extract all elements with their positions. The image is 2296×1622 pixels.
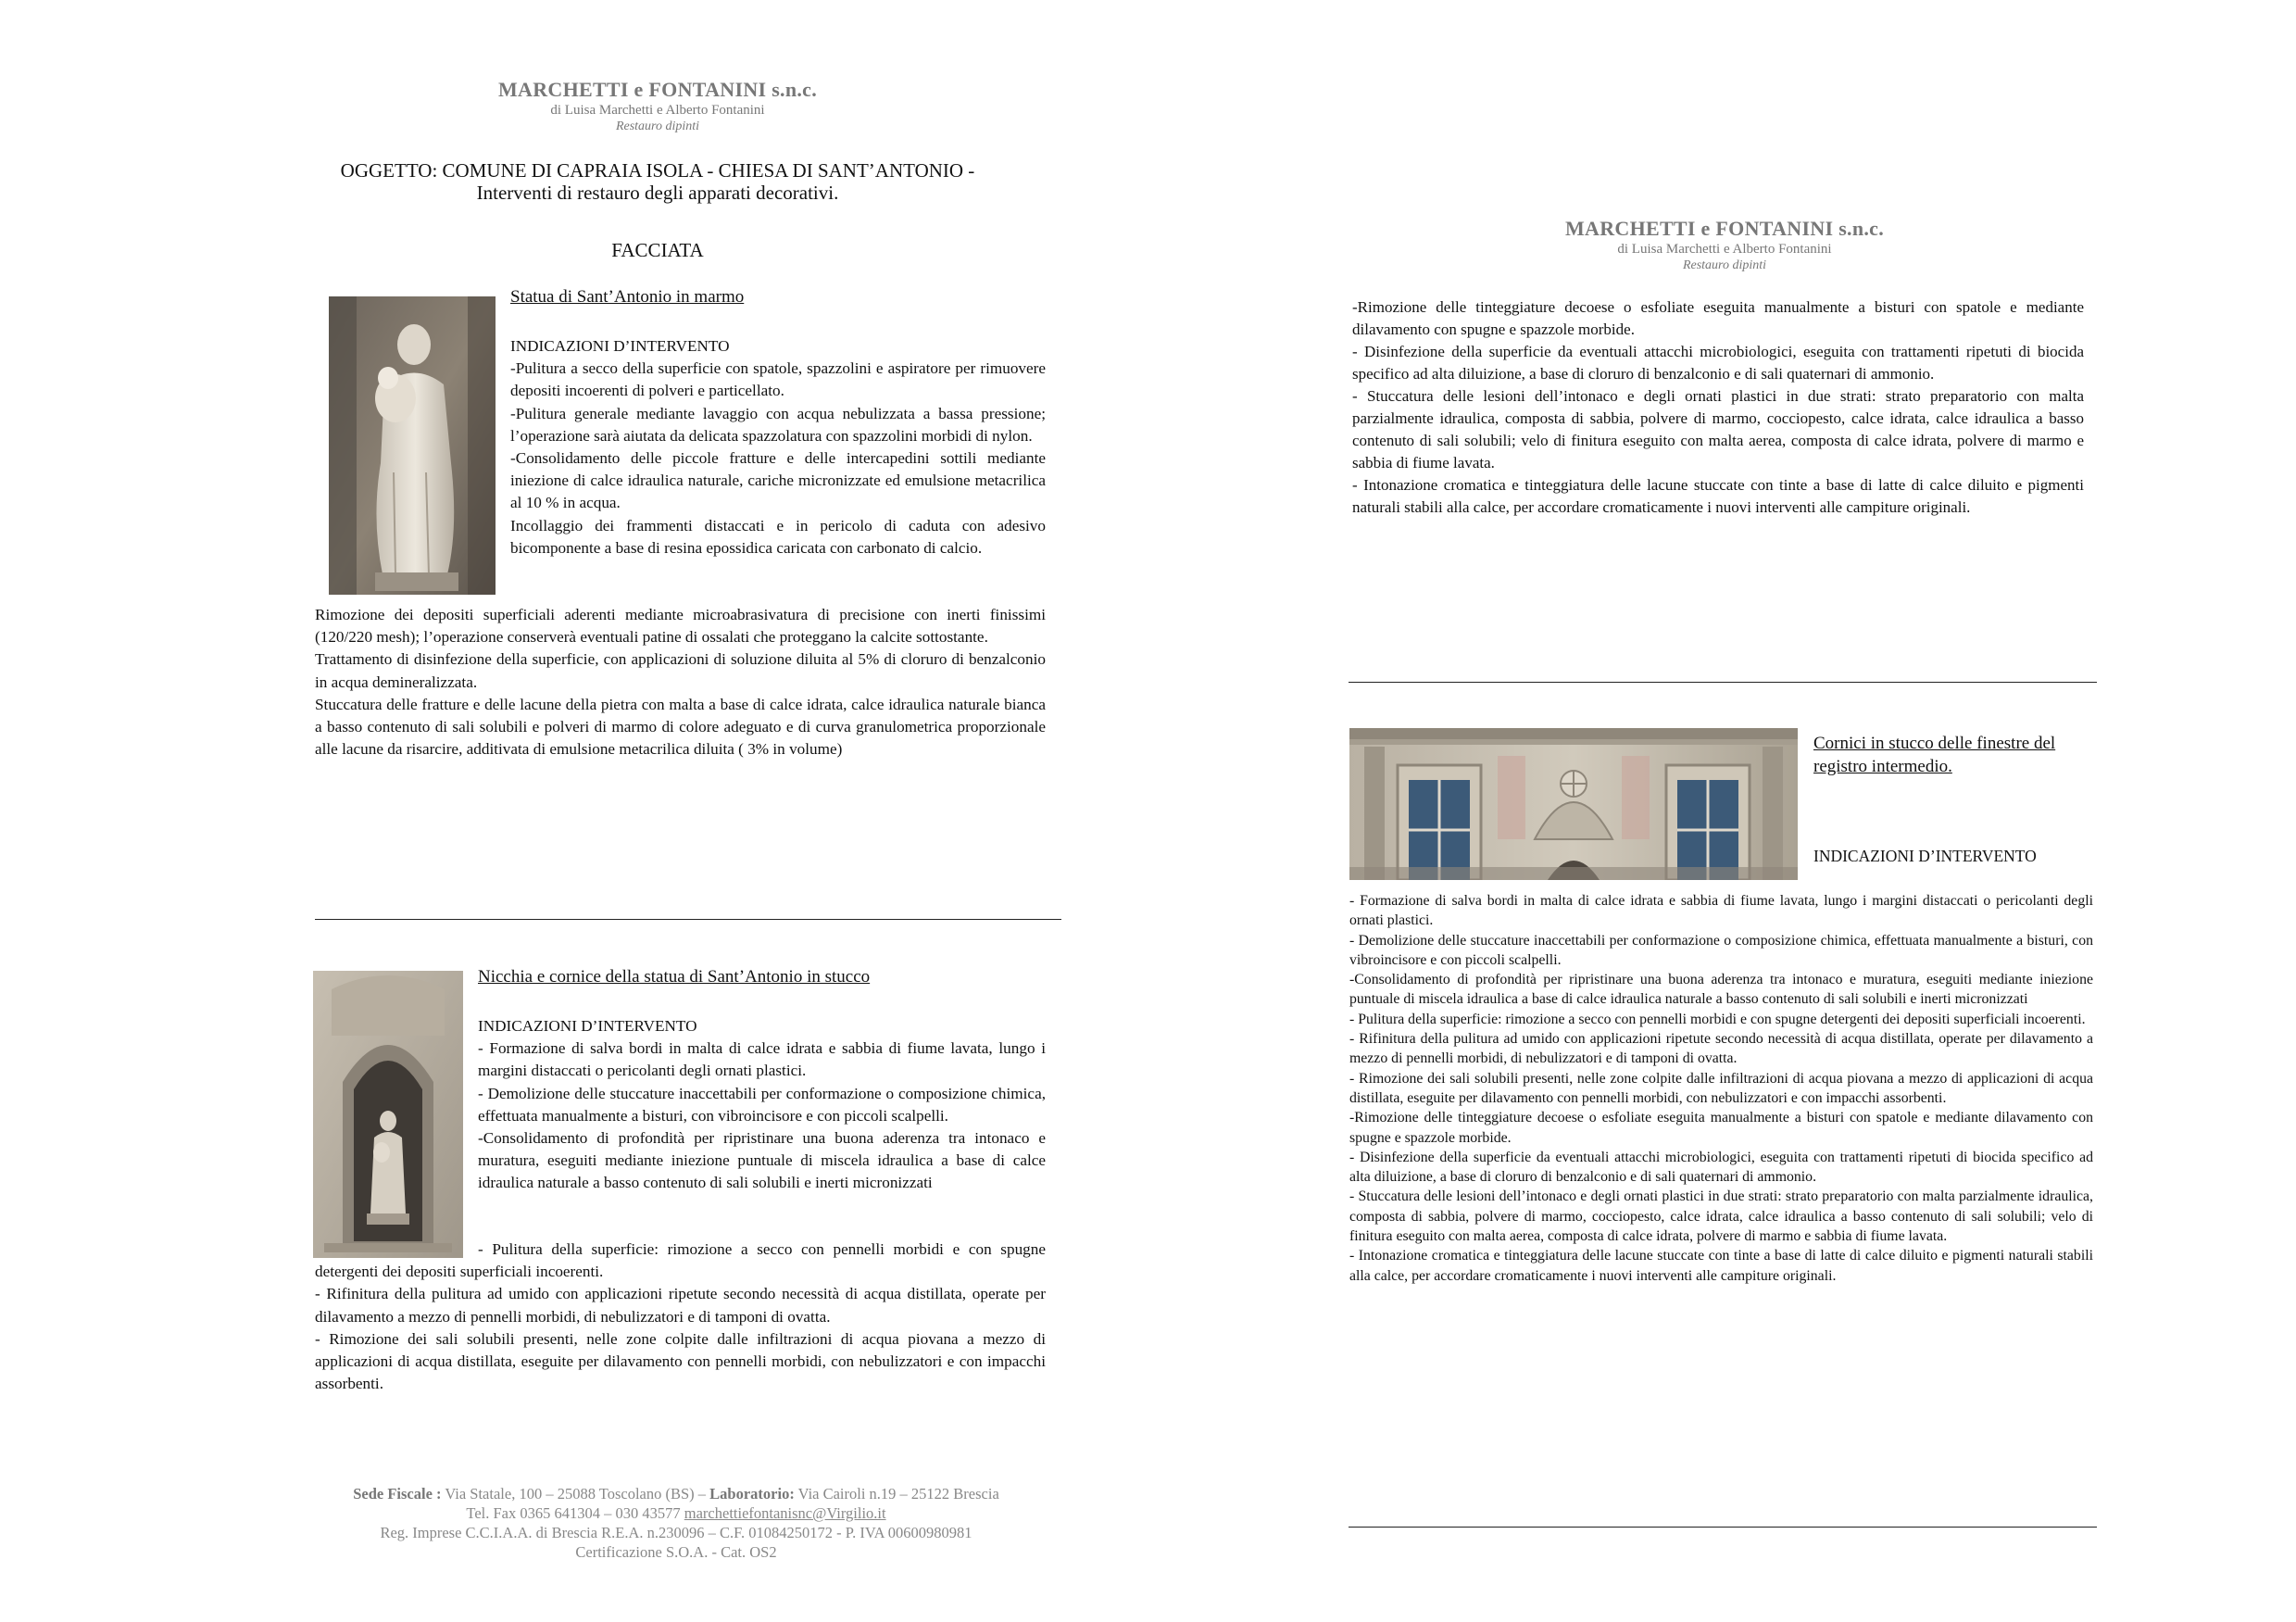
niche-paragraph: - Demolizione delle stuccature inaccettabili per conformazione o composizione chimica, effettuata manualmente a bisturi, con vibroincisore e con piccoli scalpelli.: [478, 1084, 1046, 1125]
section-title: FACCIATA: [611, 239, 704, 261]
firm-role: Restauro dipinti: [1682, 258, 1767, 272]
cornici-paragraph: - Pulitura della superficie: rimozione a secco con pennelli morbidi e con spugne detergenti dei depositi superficiali incoerenti.: [1349, 1011, 2086, 1027]
subject-line-1: OGGETTO: COMUNE DI CAPRAIA ISOLA - CHIESA DI SANT’ANTONIO -: [340, 159, 975, 182]
firm-owners: di Luisa Marchetti e Alberto Fontanini: [550, 103, 765, 118]
niche-heading: INDICAZIONI D’INTERVENTO: [478, 1017, 697, 1035]
statue-full-text: [315, 604, 1046, 761]
footer-cert: Certificazione S.O.A. - Cat. OS2: [575, 1543, 777, 1561]
right-top-text: [1352, 296, 2084, 519]
niche-paragraph: -Consolidamento di profondità per ripristinare una buona aderenza tra intonaco e muratura, eseguiti mediante iniezione puntuale di miscela idraulica a base di calce idraulica naturale a basso contenuto di sali solubili e inerti micronizzati: [478, 1129, 1046, 1192]
footer-line-2: [269, 1503, 1084, 1523]
firm-role: Restauro dipinti: [615, 119, 700, 133]
firm-owners: di Luisa Marchetti e Alberto Fontanini: [1617, 242, 1832, 257]
letterhead-left: [426, 78, 889, 135]
right-paragraph: - Intonazione cromatica e tinteggiatura delle lacune stuccate con tinte a base di latte di calce diluito e pigmenti naturali stabili alla calce, per accordare cromaticamente i nuovi interventi alle campiture originali.: [1352, 476, 2084, 516]
niche-photo: [313, 971, 463, 1258]
cornici-text: [1349, 891, 2093, 1286]
niche-paragraph: - Rimozione dei sali solubili presenti, nelle zone colpite dalle infiltrazioni di acqua piovana a mezzo di applicazioni di acqua distillata, eseguite per dilavamento con pennelli morbidi, con nebulizzatori e con impacchi assorbenti.: [315, 1329, 1046, 1393]
cornici-title-text: Cornici in stucco delle finestre del registro intermedio.: [1813, 734, 2056, 776]
right-paragraph: -Rimozione delle tinteggiature decoese o esfoliate eseguita manualmente a bisturi con spatole e mediante dilavamento con spugne e spazzole morbide.: [1352, 298, 2084, 338]
statue-heading: INDICAZIONI D’INTERVENTO: [510, 337, 730, 355]
statue-paragraph: Trattamento di disinfezione della superficie, con applicazioni di soluzione diluita al 5% di cloruro di benzalconio in acqua demineralizzata.: [315, 650, 1046, 691]
divider-right-bottom: [1349, 1527, 2097, 1528]
footer-email-link[interactable]: marchettiefontanisnc@Virgilio.it: [684, 1504, 886, 1522]
niche-paragraph: - Pulitura della superficie: rimozione a secco con pennelli morbidi e con spugne detergenti dei depositi superficiali incoerenti.: [315, 1240, 1046, 1281]
footer-line-1: [269, 1484, 1084, 1503]
footer: [269, 1484, 1084, 1562]
divider-left: [315, 919, 1061, 920]
firm-name: MARCHETTI e FONTANINI s.n.c.: [497, 78, 818, 101]
statue-paragraph: Incollaggio dei frammenti distaccati e in pericolo di caduta con adesivo bicomponente a base di resina epossidica caricata con carbonato di calcio.: [510, 516, 1046, 557]
cornici-paragraph: - Formazione di salva bordi in malta di calce idrata e sabbia di fiume lavata, lungo i margini distaccati o pericolanti degli ornati plastici.: [1349, 893, 2093, 929]
statue-paragraph: -Consolidamento delle piccole fratture e delle intercapedini sottili mediante iniezione di calce idraulica naturale, cariche micronizzate ed emulsione metacrilica al 10 % in acqua.: [510, 449, 1046, 512]
facade-photo: [1349, 728, 1798, 880]
firm-name: MARCHETTI e FONTANINI s.n.c.: [1564, 217, 1885, 240]
statue-paragraph: Stuccatura delle fratture e delle lacune della pietra con malta a base di calce idrata, calce idraulica naturale bianca a basso contenuto di sali solubili e polveri di marmo di colore adeguato e di curva granulometrica proporzionale alle lacune da risarcire, additivata di emulsione metacrilica diluita ( 3% in volume): [315, 695, 1046, 759]
niche-photo-graphic: [313, 971, 463, 1258]
niche-paragraph: - Rifinitura della pulitura ad umido con applicazioni ripetute secondo necessità di acqua distillata, operate per dilavamento a mezzo di pennelli morbidi, di nebulizzatori e di tamponi di ovatta.: [315, 1285, 1046, 1326]
statue-photo: [329, 296, 496, 595]
niche-title: [478, 967, 870, 987]
statue-paragraph: -Pulitura generale mediante lavaggio con acqua nebulizzata a bassa pressione; l’operazione sarà aiutata da delicata spazzolatura con spazzolini morbidi di nylon.: [510, 404, 1046, 445]
footer-label-lab: Laboratorio:: [709, 1485, 795, 1503]
cornici-paragraph: - Demolizione delle stuccature inaccettabili per conformazione o composizione chimica, effettuata manualmente a bisturi, con vibroincisore e con piccoli scalpelli.: [1349, 932, 2093, 968]
divider-right-top: [1349, 682, 2097, 683]
cornici-paragraph: - Intonazione cromatica e tinteggiatura delle lacune stuccate con tinte a base di latte di calce diluito e pigmenti naturali stabili alla calce, per accordare cromaticamente i nuovi interventi alle campiture originali.: [1349, 1248, 2093, 1284]
cornici-paragraph: - Rimozione dei sali solubili presenti, nelle zone colpite dalle infiltrazioni di acqua piovana a mezzo di applicazioni di acqua distillata, eseguite per dilavamento con pennelli morbidi, con nebulizzatori e con impacchi assorbenti.: [1349, 1070, 2093, 1106]
right-paragraph: - Disinfezione della superficie da eventuali attacchi microbiologici, eseguita con trattamenti ripetuti di biocida specifico ad alta diluizione, a base di cloruro di benzalconio e di sali quaternari di ammonio.: [1352, 343, 2084, 383]
niche-paragraph: - Formazione di salva bordi in malta di calce idrata e sabbia di fiume lavata, lungo i margini distaccati o pericolanti degli ornati plastici.: [478, 1039, 1046, 1080]
niche-side-text: [478, 1015, 1046, 1195]
niche-full-text: [315, 1239, 1046, 1395]
statue-title-text: Statua di Sant’Antonio in marmo: [510, 287, 745, 307]
statue-paragraph: -Pulitura a secco della superficie con spatole, spazzolini e aspiratore per rimuovere depositi incoerenti di polveri e particellato.: [510, 359, 1046, 400]
footer-sede: Via Statale, 100 – 25088 Toscolano (BS) –: [441, 1485, 710, 1503]
cornici-paragraph: - Rifinitura della pulitura ad umido con applicazioni ripetute secondo necessità di acqua distillata, operate per dilavamento a mezzo di pennelli morbidi, di nebulizzatori e di tamponi di ovatta.: [1349, 1031, 2093, 1067]
statue-title: [510, 287, 744, 308]
letterhead-right: [1493, 217, 1956, 274]
niche-title-text: Nicchia e cornice della statua di Sant’Antonio in stucco: [478, 967, 871, 987]
footer-tel: Tel. Fax 0365 641304 – 030 43577: [466, 1504, 684, 1522]
footer-reg: Reg. Imprese C.C.I.A.A. di Brescia R.E.A. n.230096 – C.F. 01084250172 - P. IVA 00600980981: [380, 1524, 972, 1541]
footer-label-sede: Sede Fiscale :: [353, 1485, 442, 1503]
cornici-title: [1813, 732, 2091, 778]
subject-block: [278, 159, 1037, 204]
right-paragraph: - Stuccatura delle lesioni dell’intonaco e degli ornati plastici in due strati: strato preparatorio con malta parzialmente idraulica, composta di sabbia, polvere di marmo, cocciopesto, calce idrata, calce idraulica a basso contenuto di sali solubili; velo di finitura eseguito con malta aerea, composta di calce idrata, polvere di marmo e sabbia di fiume lavata.: [1352, 387, 2084, 472]
cornici-paragraph: -Rimozione delle tinteggiature decoese o esfoliate eseguita manualmente a bisturi con spatole e mediante dilavamento con spugne e spazzole morbide.: [1349, 1110, 2093, 1146]
statue-photo-graphic: [329, 296, 496, 595]
cornici-paragraph: - Stuccatura delle lesioni dell’intonaco e degli ornati plastici in due strati: strato preparatorio con malta parzialmente idraulica, composta di sabbia, polvere di marmo, cocciopesto, calce idrata, calce idraulica a basso contenuto di sali solubili; velo di finitura eseguito con malta aerea, composta di calce idrata, polvere di marmo e sabbia di fiume lavata.: [1349, 1188, 2093, 1245]
footer-lab: Via Cairoli n.19 – 25122 Brescia: [794, 1485, 999, 1503]
cornici-paragraph: - Disinfezione della superficie da eventuali attacchi microbiologici, eseguita con trattamenti ripetuti di biocida specifico ad alta diluizione, a base di cloruro di benzalconio e di sali quaternari di ammonio.: [1349, 1149, 2093, 1186]
cornici-heading: INDICAZIONI D’INTERVENTO: [1813, 847, 2037, 865]
facade-photo-graphic: [1349, 728, 1798, 880]
statue-side-text: [510, 335, 1046, 560]
subject-line-2: Interventi di restauro degli apparati decorativi.: [476, 182, 839, 204]
cornici-paragraph: -Consolidamento di profondità per ripristinare una buona aderenza tra intonaco e muratura, eseguiti mediante iniezione puntuale di miscela idraulica a base di calce idraulica naturale a basso contenuto di sali solubili e inerti micronizzati: [1349, 972, 2093, 1008]
statue-paragraph: Rimozione dei depositi superficiali aderenti mediante microabrasivatura di precisione con inerti finissimi (120/220 mesh); l’operazione conserverà eventuali patine di ossalati che proteggano la calcite sottostante.: [315, 606, 1046, 647]
